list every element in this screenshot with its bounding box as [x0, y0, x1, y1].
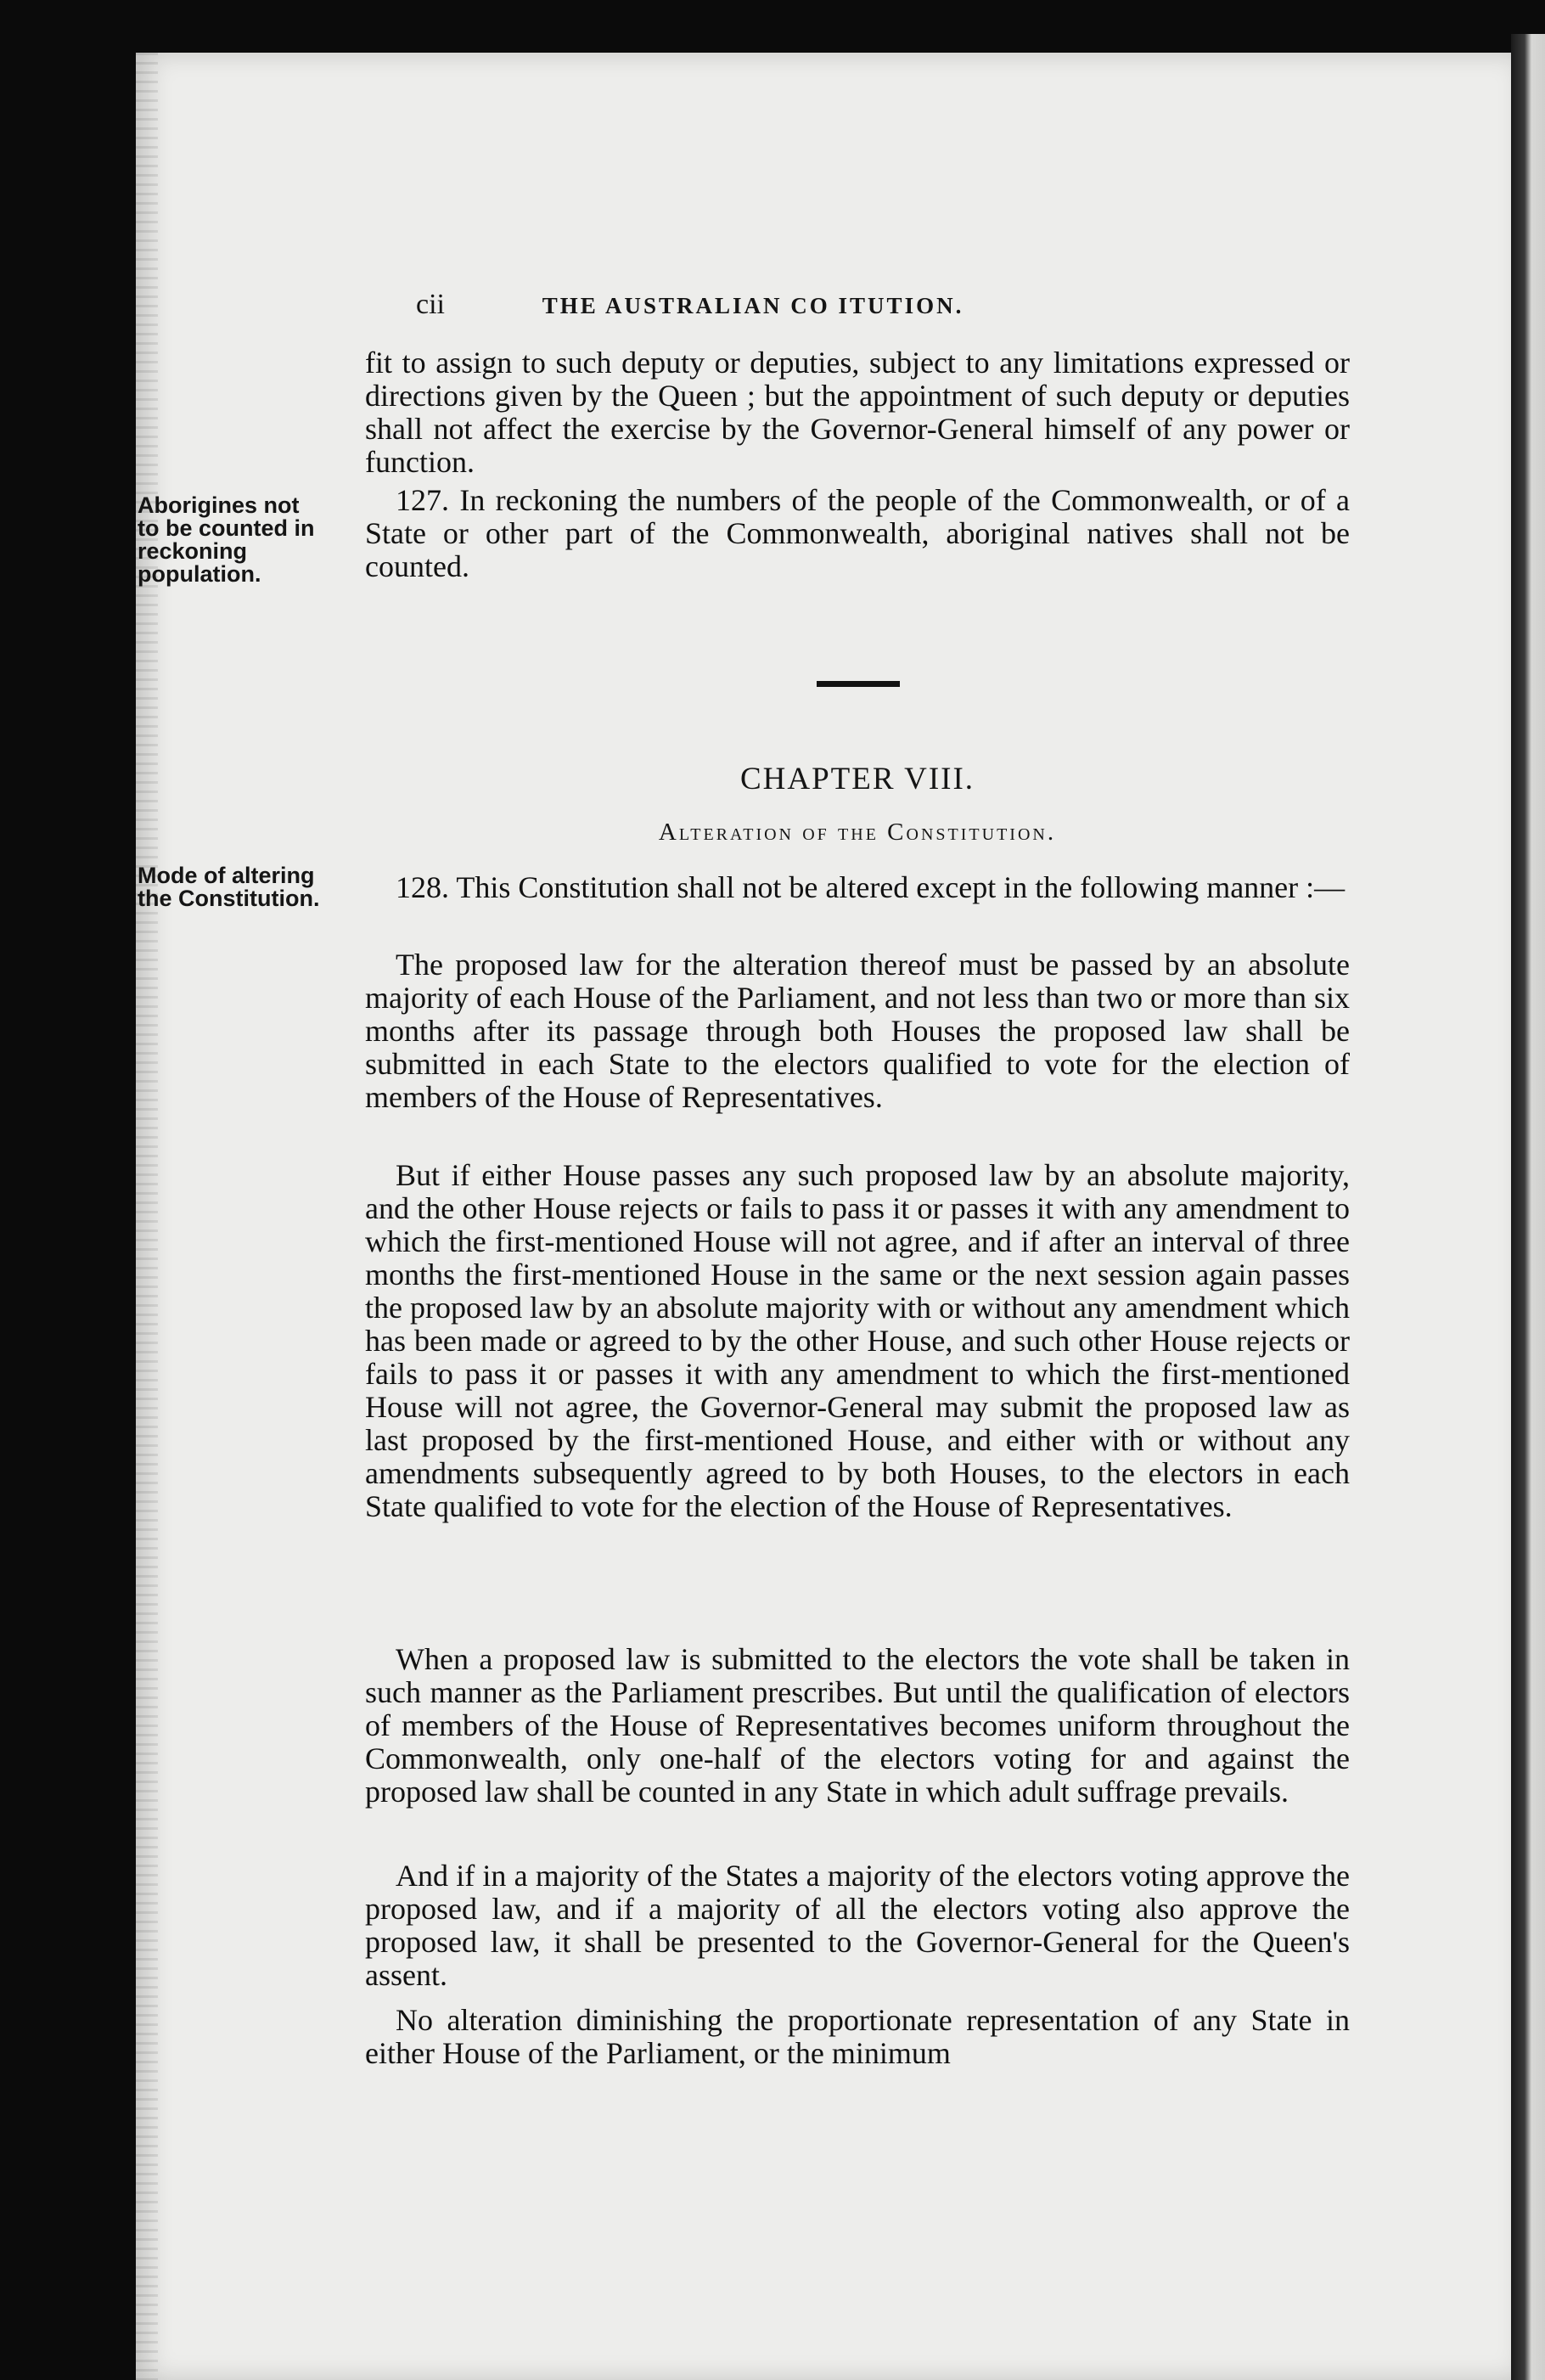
paragraph-1: The proposed law for the alteration thereof must be passed by an absolute majority of each House of the Parliament, and not less than two or more than six months after its passage through both Houses the proposed law shall be submitted in each State to the electors qualified to vote for the election of members of the House of Representatives. — [365, 948, 1350, 1114]
section-127: 127. In reckoning the numbers of the people of the Commonwealth, or of a State or other part of the Commonwealth, aboriginal natives shall not be counted. — [365, 483, 1350, 583]
chapter-heading: CHAPTER VIII. — [739, 762, 975, 796]
paragraph-3: When a proposed law is submitted to the electors the vote shall be taken in such manner as the Parliament prescribes. But until the qualification of electors of members of the House of Representatives becomes uniform throughout the Commonwealth, only one-half of the electors voting for and against the proposed law shall be counted in any State in which adult suffrage prevails. — [365, 1642, 1350, 1809]
section-divider — [817, 681, 900, 687]
scan-gutter — [136, 53, 158, 2380]
paragraph-5: No alteration diminishing the proportionate representation of any State in either House of the Parliament, or the minimum — [365, 2003, 1350, 2070]
page-number: cii — [416, 289, 445, 320]
paragraph-4: And if in a majority of the States a majority of the electors voting approve the proposed law, and if a majority of all the electors voting also approve the proposed law, it shall be presented to the Governor-General for the Queen's assent. — [365, 1859, 1350, 1992]
chapter-subheading: Alteration of the Constitution. — [658, 819, 1057, 846]
running-title: THE AUSTRALIAN CO ITUTION. — [542, 293, 964, 318]
section-128: 128. This Constitution shall not be altered except in the following manner :— — [396, 870, 1346, 904]
continuation-paragraph: fit to assign to such deputy or deputies, subject to any limitations expressed or directions given by the Queen ; but the appointment of such deputy or deputies shall not affect the exercise by the Governor-General himself of any power or function. — [365, 346, 1350, 479]
side-note-mode-of-altering: Mode of altering the Constitution. — [138, 863, 320, 911]
page-edge — [1511, 34, 1545, 2380]
side-note-aborigines: Aborigines not to be counted in reckoning population. — [138, 492, 315, 587]
running-head — [416, 289, 1384, 321]
paragraph-2: But if either House passes any such proposed law by an absolute majority, and the other House rejects or fails to pass it or passes it with any amendment to which the first-mentioned House will not agree, and if after an interval of three months the first-mentioned House in the same or the next session again passes the proposed law by an absolute majority with or without any amendment which has been made or agreed to by the other House, and such other House rejects or fails to pass it or passes it with any amendment to which the first-mentioned House will not agree, the Governor-General may submit the proposed law as last proposed by the first-mentioned House, and either with or without any amendments subsequently agreed to by both Houses, to the electors in each State qualified to vote for the election of the House of Representatives. — [365, 1158, 1350, 1523]
